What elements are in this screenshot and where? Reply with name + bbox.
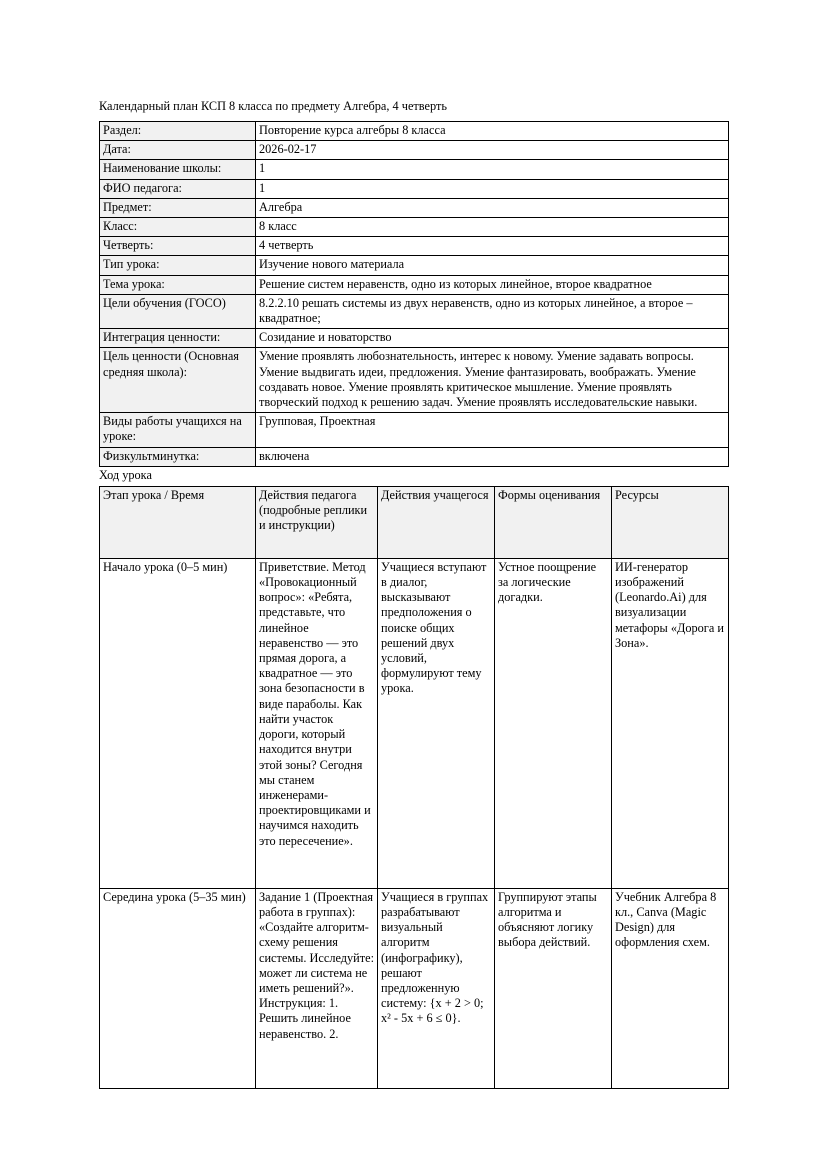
info-value: 1 bbox=[256, 160, 729, 179]
column-header-student-actions: Действия учащегося bbox=[378, 486, 495, 558]
table-row bbox=[100, 141, 729, 160]
cell-teacher-actions: Приветствие. Метод «Провокационный вопрос»: «Ребята, представьте, что линейное неравенство — это прямая дорога, а квадратное — это зона безопасности в виде параболы. Как найти участок дороги, который находится внутри этой зоны? Сегодня мы станем инженерами-проектировщиками и научимся находить это пересечение». bbox=[256, 558, 378, 888]
info-label: Четверть: bbox=[100, 237, 256, 256]
cell-stage: Начало урока (0–5 мин) bbox=[100, 558, 256, 888]
info-label: Класс: bbox=[100, 218, 256, 237]
cell-stage: Середина урока (5–35 мин) bbox=[100, 888, 256, 1088]
table-row bbox=[100, 558, 729, 888]
info-label: Тема урока: bbox=[100, 275, 256, 294]
column-header-resources: Ресурсы bbox=[612, 486, 729, 558]
table-row bbox=[100, 122, 729, 141]
cell-assessment: Устное поощрение за логические догадки. bbox=[495, 558, 612, 888]
info-value: Умение проявлять любознательность, интерес к новому. Умение задавать вопросы. Умение выдвигать идеи, предложения. Умение фантазировать, воображать. Умение создавать новое. Умение проявлять критическое мышление. Умение проявлять творческий подход к решению задач. Умение проявлять исследовательские навыки. bbox=[256, 348, 729, 413]
info-value: включена bbox=[256, 447, 729, 466]
info-value: 1 bbox=[256, 179, 729, 198]
info-label: Дата: bbox=[100, 141, 256, 160]
table-row bbox=[100, 237, 729, 256]
info-value: Созидание и новаторство bbox=[256, 329, 729, 348]
lesson-info-table bbox=[99, 121, 729, 467]
document-content bbox=[99, 98, 728, 1089]
cell-student-actions: Учащиеся вступают в диалог, высказывают предположения о поиске общих решений двух условий, формулируют тему урока. bbox=[378, 558, 495, 888]
table-row bbox=[100, 413, 729, 447]
info-value: 8 класс bbox=[256, 218, 729, 237]
table-row bbox=[100, 275, 729, 294]
info-value: 4 четверть bbox=[256, 237, 729, 256]
table-row bbox=[100, 329, 729, 348]
cell-student-actions: Учащиеся в группах разрабатывают визуальный алгоритм (инфографику), решают предложенную систему: {х + 2 > 0; х² - 5х + 6 ≤ 0}. bbox=[378, 888, 495, 1088]
lesson-info-body bbox=[100, 122, 729, 467]
info-value: Изучение нового материала bbox=[256, 256, 729, 275]
info-label: Раздел: bbox=[100, 122, 256, 141]
info-value: Групповая, Проектная bbox=[256, 413, 729, 447]
info-label: Предмет: bbox=[100, 198, 256, 217]
table-row bbox=[100, 447, 729, 466]
lesson-flow-body bbox=[100, 558, 729, 1088]
info-value: 2026-02-17 bbox=[256, 141, 729, 160]
table-header-row bbox=[100, 486, 729, 558]
cell-resources: ИИ-генератор изображений (Leonardo.Ai) для визуализации метафоры «Дорога и Зона». bbox=[612, 558, 729, 888]
info-value: Повторение курса алгебры 8 класса bbox=[256, 122, 729, 141]
lesson-flow-caption: Ход урока bbox=[99, 467, 152, 482]
table-row bbox=[100, 198, 729, 217]
info-label: Тип урока: bbox=[100, 256, 256, 275]
info-label: Цель ценности (Основная средняя школа): bbox=[100, 348, 256, 413]
table-row bbox=[100, 888, 729, 1088]
lesson-flow-table bbox=[99, 486, 729, 1089]
cell-teacher-actions: Задание 1 (Проектная работа в группах): «Создайте алгоритм-схему решения системы. Исследуйте: может ли система не иметь решений?». Инструкция: 1. Решить линейное неравенство. 2. bbox=[256, 888, 378, 1088]
page-title: Календарный план КСП 8 класса по предмету Алгебра, 4 четверть bbox=[99, 99, 447, 113]
table-row bbox=[100, 294, 729, 328]
info-label: ФИО педагога: bbox=[100, 179, 256, 198]
table-row bbox=[100, 256, 729, 275]
info-value: Решение систем неравенств, одно из которых линейное, второе квадратное bbox=[256, 275, 729, 294]
lesson-flow-header bbox=[100, 486, 729, 558]
table-row bbox=[100, 348, 729, 413]
info-value: 8.2.2.10 решать системы из двух неравенств, одно из которых линейное, а второе – квадратное; bbox=[256, 294, 729, 328]
column-header-stage: Этап урока / Время bbox=[100, 486, 256, 558]
info-value: Алгебра bbox=[256, 198, 729, 217]
info-label: Виды работы учащихся на уроке: bbox=[100, 413, 256, 447]
table-row bbox=[100, 218, 729, 237]
column-header-assessment: Формы оценивания bbox=[495, 486, 612, 558]
info-label: Физкультминутка: bbox=[100, 447, 256, 466]
cell-resources: Учебник Алгебра 8 кл., Canva (Magic Design) для оформления схем. bbox=[612, 888, 729, 1088]
table-row bbox=[100, 160, 729, 179]
info-label: Интеграция ценности: bbox=[100, 329, 256, 348]
cell-assessment: Группируют этапы алгоритма и объясняют логику выбора действий. bbox=[495, 888, 612, 1088]
info-label: Цели обучения (ГОСО) bbox=[100, 294, 256, 328]
info-label: Наименование школы: bbox=[100, 160, 256, 179]
table-row bbox=[100, 179, 729, 198]
column-header-teacher-actions: Действия педагога (подробные реплики и инструкции) bbox=[256, 486, 378, 558]
